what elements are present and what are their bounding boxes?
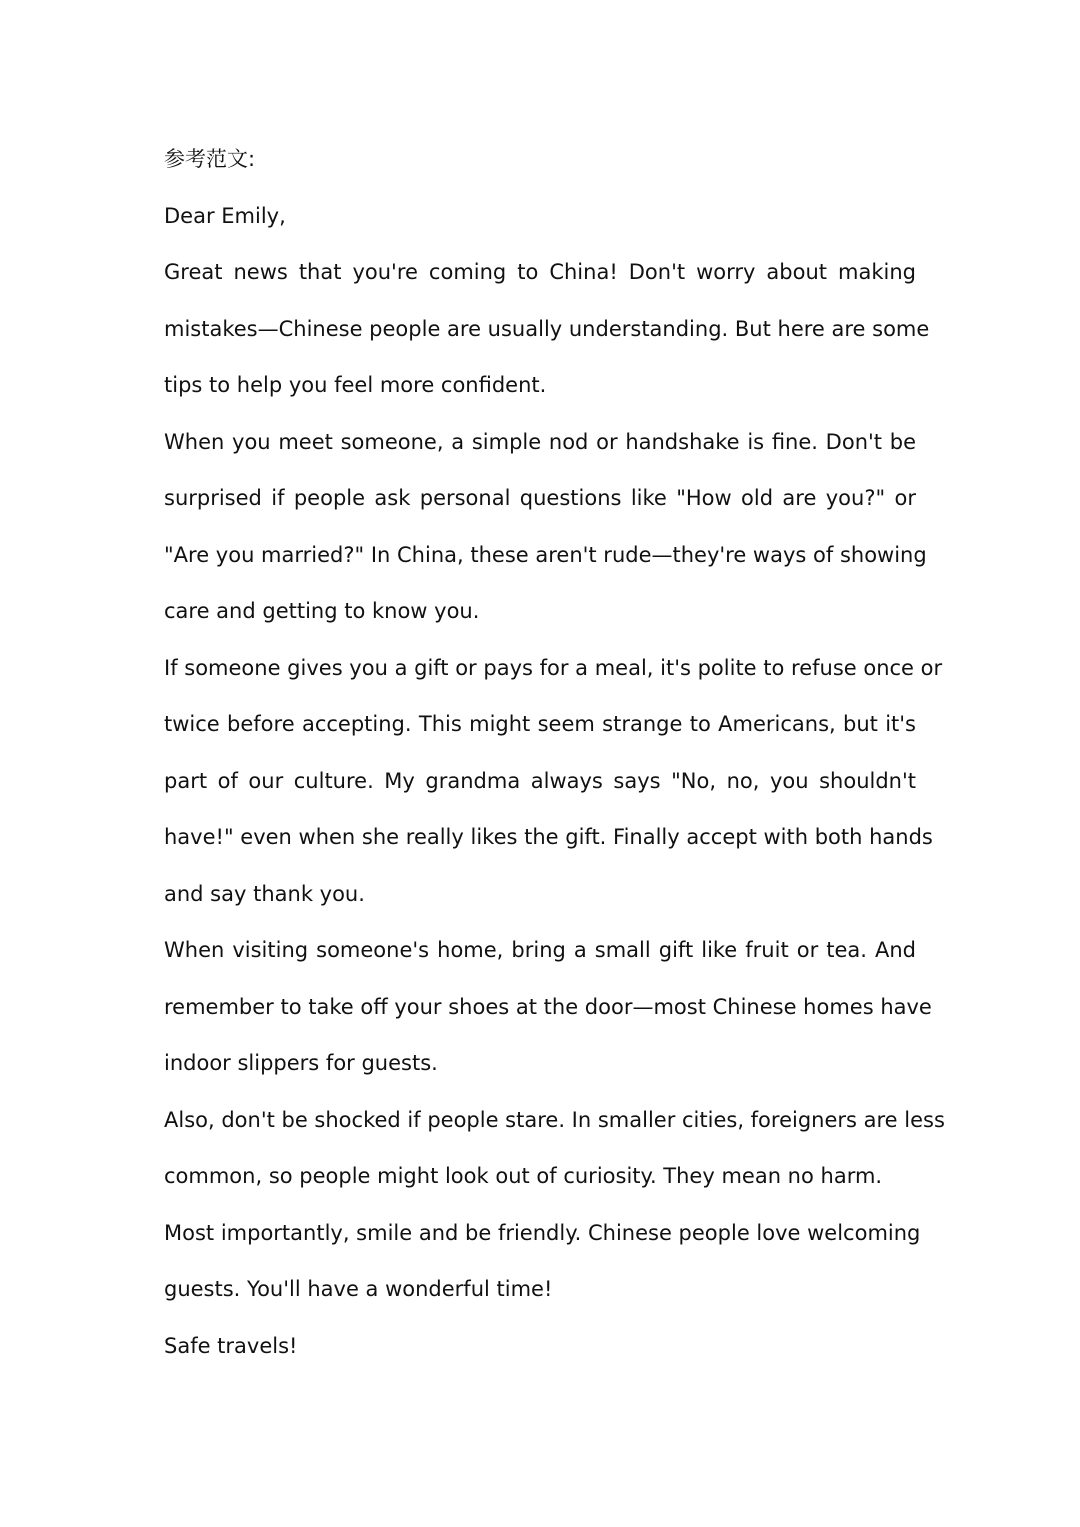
body-line: Great news that you're coming to China! Don't worry about making xyxy=(164,260,916,284)
body-line: Also, don't be shocked if people stare. In smaller cities, foreigners are less xyxy=(164,1107,945,1132)
model-essay-label: 参考范文: xyxy=(164,147,256,171)
body-line: mistakes—Chinese people are usually understanding. But here are some xyxy=(164,316,930,341)
body-line: have!" even when she really likes the gift. Finally accept with both hands xyxy=(164,825,933,849)
document-page xyxy=(164,131,945,1374)
body-line: common, so people might look out of curiosity. They mean no harm. xyxy=(164,1164,883,1188)
body-line: tips to help you feel more confident. xyxy=(164,373,547,397)
body-line: remember to take off your shoes at the door—most Chinese homes have xyxy=(164,994,932,1019)
body-line: twice before accepting. This might seem strange to Americans, but it's xyxy=(164,712,916,736)
body-line: surprised if people ask personal questions like "How old are you?" or xyxy=(164,486,916,510)
body-line: care and getting to know you. xyxy=(164,599,480,623)
body-line: indoor slippers for guests. xyxy=(164,1051,438,1075)
body-line: When you meet someone, a simple nod or handshake is fine. Don't be xyxy=(164,429,916,454)
body-line: If someone gives you a gift or pays for a meal, it's polite to refuse once or xyxy=(164,655,943,680)
body-line: and say thank you. xyxy=(164,881,365,906)
body-line: Most importantly, smile and be friendly. Chinese people love welcoming xyxy=(164,1220,921,1245)
body-line: "Are you married?" In China, these aren't rude—they're ways of showing xyxy=(164,542,927,567)
closing: Safe travels! xyxy=(164,1333,298,1358)
body-line: part of our culture. My grandma always says "No, no, you shouldn't xyxy=(164,768,916,793)
body-line: When visiting someone's home, bring a small gift like fruit or tea. And xyxy=(164,938,916,962)
body-line: guests. You'll have a wonderful time! xyxy=(164,1277,553,1301)
salutation: Dear Emily, xyxy=(164,203,286,228)
